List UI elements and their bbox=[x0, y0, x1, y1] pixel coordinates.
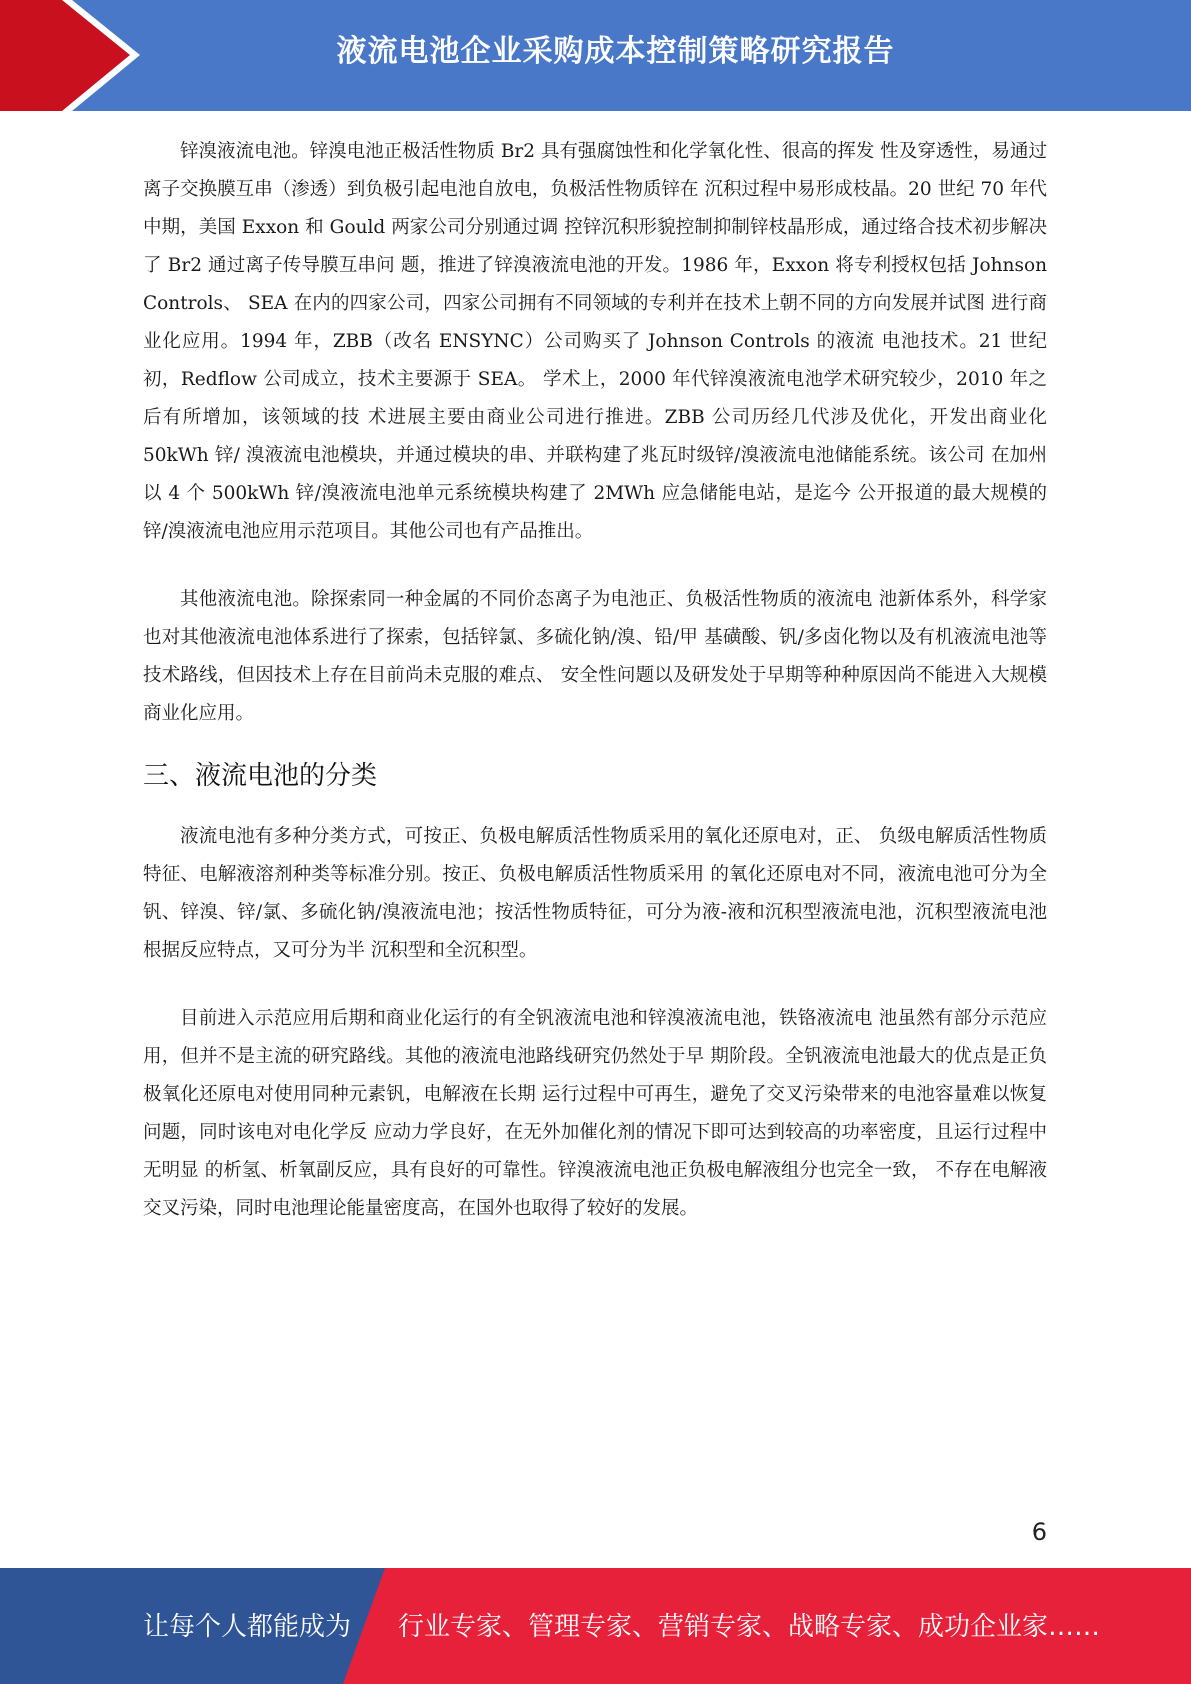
document-title: 液流电池企业采购成本控制策略研究报告 bbox=[336, 34, 895, 69]
footer-slogan-right: 行业专家、管理专家、营销专家、战略专家、成功企业家…… bbox=[398, 1612, 1101, 1642]
footer-banner bbox=[0, 1568, 1191, 1684]
paragraph-zinc-bromine: 锌溴液流电池。锌溴电池正极活性物质 Br2 具有强腐蚀性和化学氧化性、很高的挥发 性及穿透性，易通过离子交换膜互串（渗透）到负极引起电池自放电，负极活性物质锌在 沉积过程中易形成枝晶。20 世纪 70 年代中期，美国 Exxon 和 Gould 两家公司分别通过调 控锌沉积形貌控制抑制锌枝晶形成，通过络合技术初步解决了 Br2 通过离子传导膜互串问 题，推进了锌溴液流电池的开发。1986 年，Exxon 将专利授权包括 Johnson Controls、 SEA 在内的四家公司，四家公司拥有不同领域的专利并在技术上朝不同的方向发展并试图 进行商业化应用。1994 年，ZBB（改名 ENSYNC）公司购买了 Johnson Controls 的液流 电池技术。21 世纪初，Redflow 公司成立，技术主要源于 SEA。 学术上，2000 年代锌溴液流电池学术研究较少，2010 年之后有所增加，该领域的技 术进展主要由商业公司进行推进。ZBB 公司历经几代涉及优化，开发出商业化 50kWh 锌/ 溴液流电池模块，并通过模块的串、并联构建了兆瓦时级锌/溴液流电池储能系统。该公司 在加州以 4 个 500kWh 锌/溴液流电池单元系统模块构建了 2MWh 应急储能电站，是迄今 公开报道的最大规模的锌/溴液流电池应用示范项目。其他公司也有产品推出。 bbox=[143, 141, 1047, 542]
paragraph-demonstration: 目前进入示范应用后期和商业化运行的有全钒液流电池和锌溴液流电池，铁铬液流电 池虽然有部分示范应用，但并不是主流的研究路线。其他的液流电池路线研究仍然处于早 期阶段。全钒液流电池最大的优点是正负极氧化还原电对使用同种元素钒，电解液在长期 运行过程中可再生，避免了交叉污染带来的电池容量难以恢复问题，同时该电对电化学反 应动力学良好，在无外加催化剂的情况下即可达到较高的功率密度，且运行过程中无明显 的析氢、析氧副反应，具有良好的可靠性。锌溴液流电池正负极电解液组分也完全一致， 不存在电解液交叉污染，同时电池理论能量密度高，在国外也取得了较好的发展。 bbox=[143, 1008, 1047, 1219]
page-number: 6 bbox=[1031, 1518, 1047, 1546]
paragraph-other-flow-batteries: 其他液流电池。除探索同一种金属的不同价态离子为电池正、负极活性物质的液流电 池新体系外，科学家也对其他液流电池体系进行了探索，包括锌氯、多硫化钠/溴、铅/甲 基磺酸、钒/多卤化物以及有机液流电池等技术路线，但因技术上存在目前尚未克服的难点、 安全性问题以及研发处于早期等种种原因尚不能进入大规模商业化应用。 bbox=[143, 589, 1047, 724]
main-content bbox=[143, 133, 1047, 1228]
footer-slogan-left: 让每个人都能成为 bbox=[143, 1612, 352, 1642]
header-banner bbox=[0, 0, 1191, 111]
paragraph-classification: 液流电池有多种分类方式，可按正、负极电解质活性物质采用的氧化还原电对，正、 负级电解质活性物质特征、电解液溶剂种类等标准分别。按正、负极电解质活性物质采用 的氧化还原电对不同，液流电池可分为全钒、锌溴、锌/氯、多硫化钠/溴液流电池；按活性物质特征，可分为液-液和沉积型液流电池，沉积型液流电池根据反应特点，又可分为半 沉积型和全沉积型。 bbox=[143, 826, 1047, 961]
section-heading: 三、液流电池的分类 bbox=[143, 761, 378, 791]
